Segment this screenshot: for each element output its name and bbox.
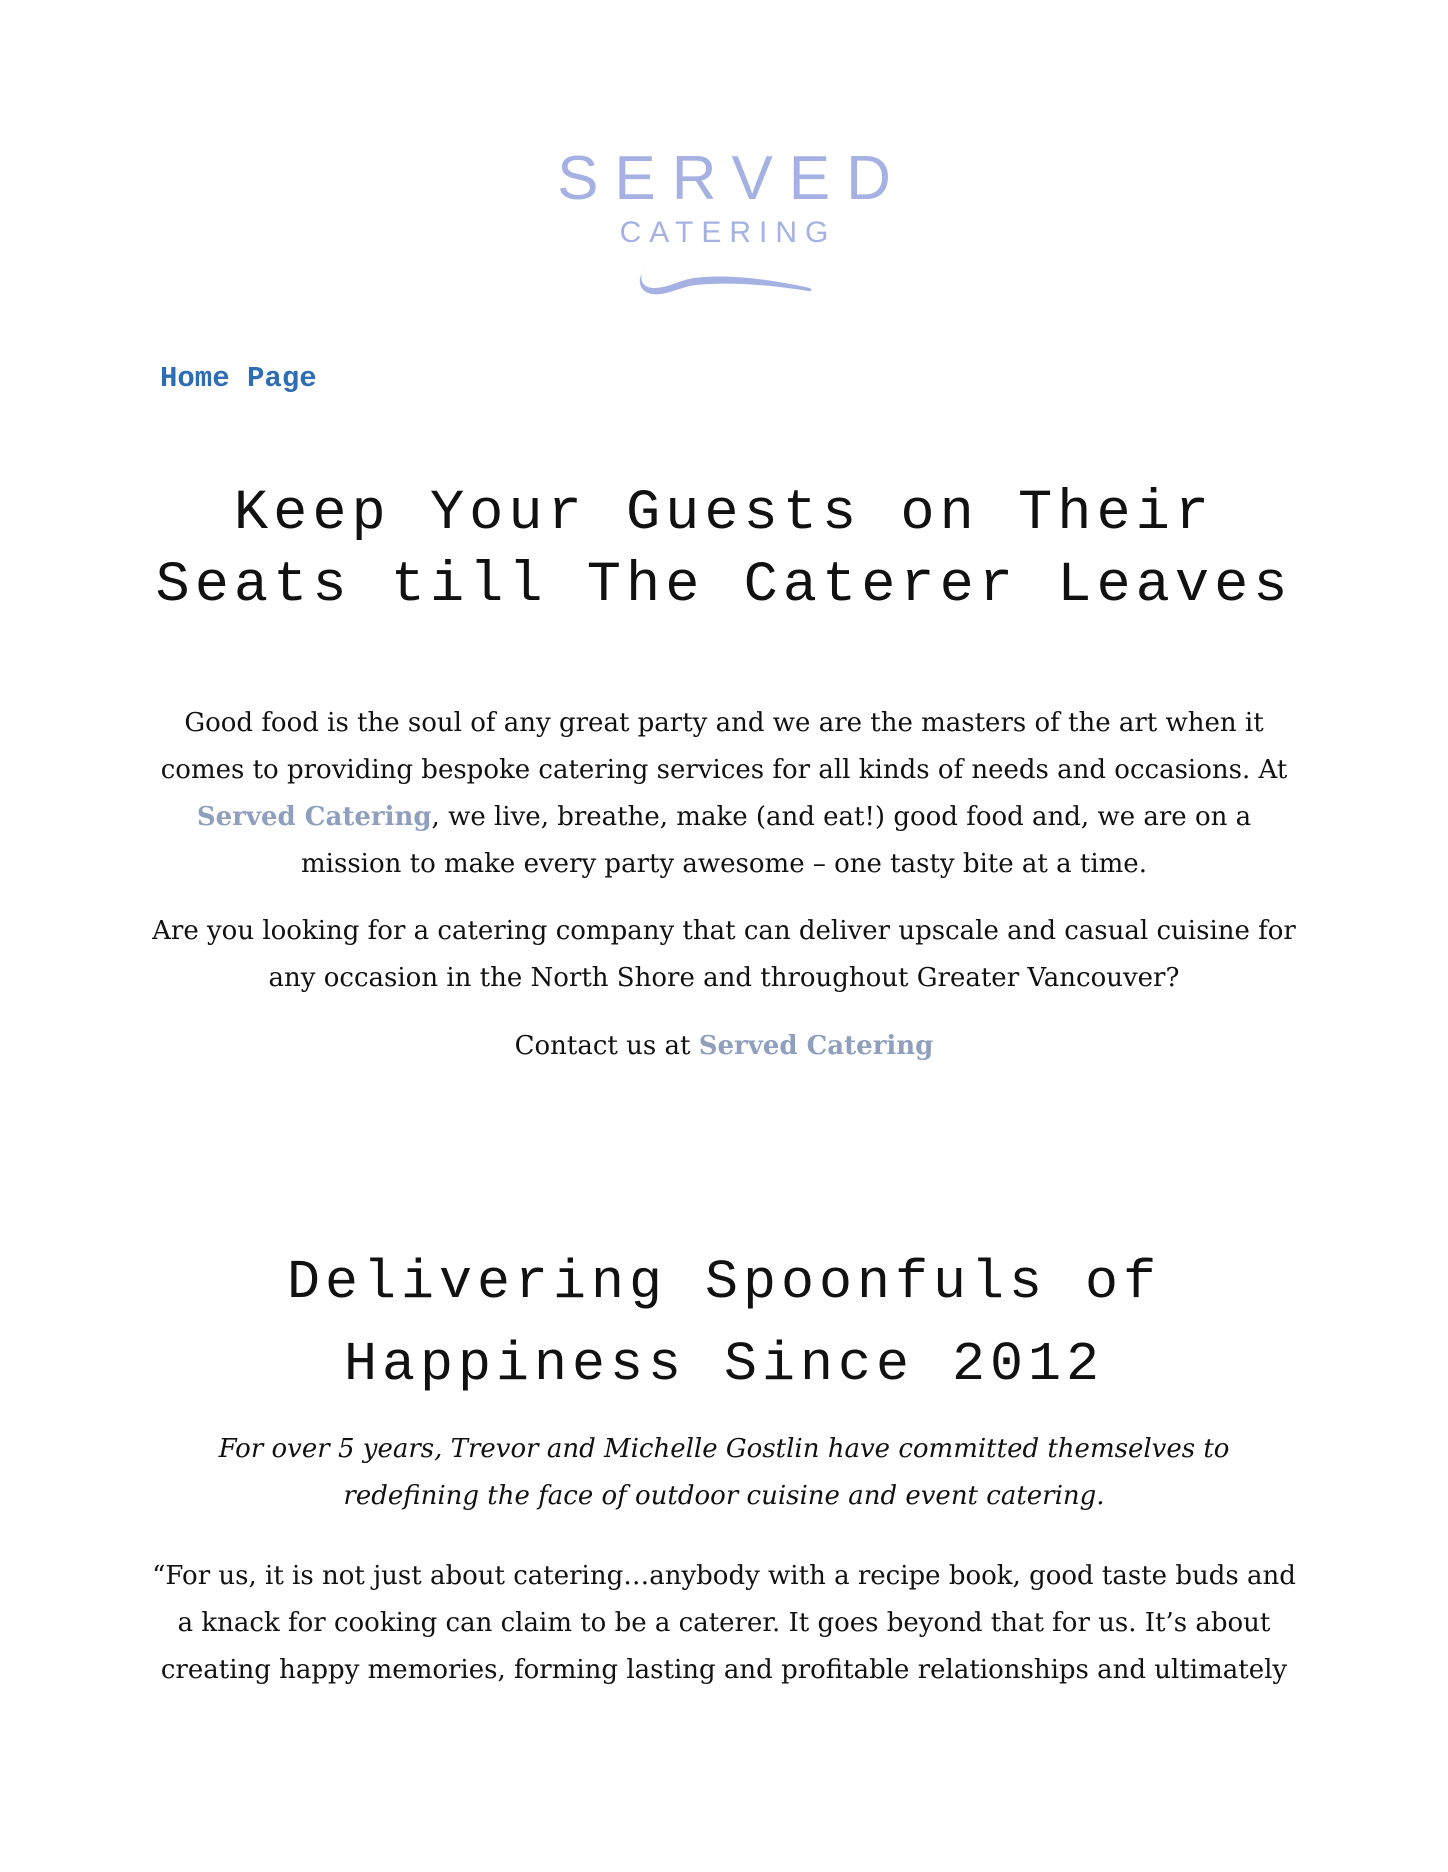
contact-text: Contact us at [514,1031,699,1061]
founders-quote-paragraph: “For us, it is not just about catering…anybody with a recipe book, good taste buds and a knack for cooking can claim to be a caterer. It goes beyond that for us. It’s about creating happy memories, forming lasting and profitable relationships and ultimately [152,1561,1296,1685]
main-heading [140,478,1308,622]
intro-paragraph [150,700,1298,888]
section-heading-line2: Happiness Since 2012 [343,1333,1105,1396]
section-heading [140,1242,1308,1406]
home-page-link[interactable]: Home Page [160,362,317,395]
spoon-icon [634,258,814,300]
founders-intro-paragraph: For over 5 years, Trevor and Michelle Gostlin have committed themselves to redefining the face of outdoor cuisine and event catering. [218,1434,1230,1511]
logo-wordmark: SERVED [557,144,907,213]
contact-paragraph [150,1023,1298,1070]
served-catering-link[interactable]: Served Catering [196,802,432,832]
contact-served-catering-link[interactable]: Served Catering [698,1031,934,1061]
section-heading-line1: Delivering Spoonfuls of [286,1251,1162,1314]
served-catering-logo [0,144,1448,300]
main-heading-line1: Keep Your Guests on Their [233,482,1215,546]
logo-subtitle: CATERING [619,216,837,249]
intro-text-end: , we live, breathe, make (and eat!) good food and, we are on a mission to make every party awesome – one tasty bite at a time. [301,802,1252,879]
intro-text-start: Good food is the soul of any great party and we are the masters of the art when it comes to providing bespoke catering services for all kinds of needs and occasions. At [160,708,1288,785]
question-paragraph: Are you looking for a catering company that can deliver upscale and casual cuisine for any occasion in the North Shore and throughout Greater Vancouver? [152,916,1296,993]
main-heading-line2: Seats till The Caterer Leaves [155,554,1293,618]
